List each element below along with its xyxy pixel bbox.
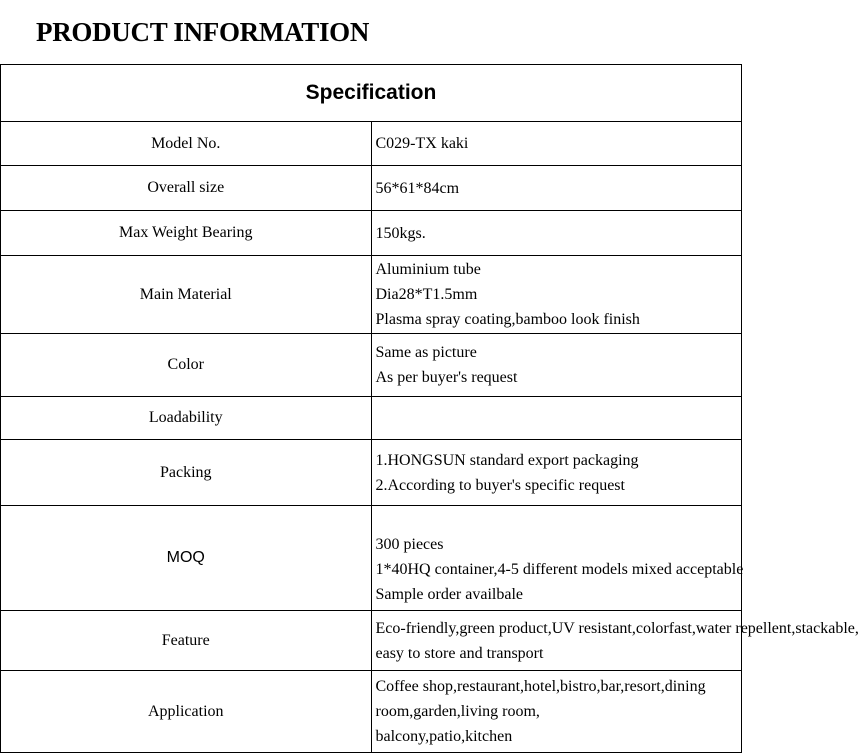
row-value-overall-size	[371, 166, 742, 211]
value-line: Eco-friendly,green product,UV resistant,colorfast,water repellent,stackable,	[375, 619, 859, 637]
value-line: Coffee shop,restaurant,hotel,bistro,bar,resort,dining room,garden,living room,	[375, 678, 706, 720]
table-row	[1, 611, 742, 671]
row-label-application: Application	[1, 671, 372, 753]
table-row	[1, 506, 742, 611]
value-line: 1.HONGSUN standard export packaging	[375, 451, 639, 469]
row-label-color: Color	[1, 334, 372, 397]
row-label-max-weight: Max Weight Bearing	[1, 211, 372, 256]
table-header: Specification	[1, 65, 742, 122]
value-line: As per buyer's request	[375, 369, 518, 386]
value-line: C029-TX kaki	[375, 135, 469, 152]
value-line: 2.According to buyer's specific request	[375, 476, 625, 494]
value-line: 1*40HQ container,4-5 different models mixed acceptable	[375, 560, 744, 578]
row-value-application	[371, 671, 742, 753]
row-value-model-no	[371, 122, 742, 166]
row-label-loadability: Loadability	[1, 397, 372, 440]
value-line: Plasma spray coating,bamboo look finish	[375, 311, 640, 328]
value-line: easy to store and transport	[375, 644, 544, 662]
row-label-main-material: Main Material	[1, 256, 372, 334]
table-row	[1, 122, 742, 166]
value-line: 56*61*84cm	[375, 179, 460, 197]
value-line: Aluminium tube	[375, 261, 481, 278]
table-header-row	[1, 65, 742, 122]
value-line: Same as picture	[375, 344, 477, 361]
value-line: 150kgs.	[375, 224, 426, 242]
row-value-loadability	[371, 397, 742, 440]
table-row	[1, 256, 742, 334]
page-title: PRODUCT INFORMATION	[36, 17, 370, 47]
value-line: Sample order availbale	[375, 585, 523, 603]
table-row	[1, 440, 742, 506]
table-row	[1, 397, 742, 440]
row-value-max-weight	[371, 211, 742, 256]
row-value-color	[371, 334, 742, 397]
row-value-packing	[371, 440, 742, 506]
row-label-packing: Packing	[1, 440, 372, 506]
row-label-model-no: Model No.	[1, 122, 372, 166]
row-label-overall-size: Overall size	[1, 166, 372, 211]
row-label-feature: Feature	[1, 611, 372, 671]
row-value-main-material	[371, 256, 742, 334]
table-row	[1, 211, 742, 256]
value-line: 300 pieces	[375, 535, 444, 553]
value-line: Dia28*T1.5mm	[375, 286, 478, 303]
specification-table	[0, 64, 859, 753]
row-value-moq	[371, 506, 742, 611]
table-row	[1, 166, 742, 211]
table-row	[1, 334, 742, 397]
table-row	[1, 671, 742, 753]
row-label-moq: MOQ	[1, 506, 372, 611]
value-line: balcony,patio,kitchen	[375, 728, 513, 745]
row-value-feature	[371, 611, 859, 671]
